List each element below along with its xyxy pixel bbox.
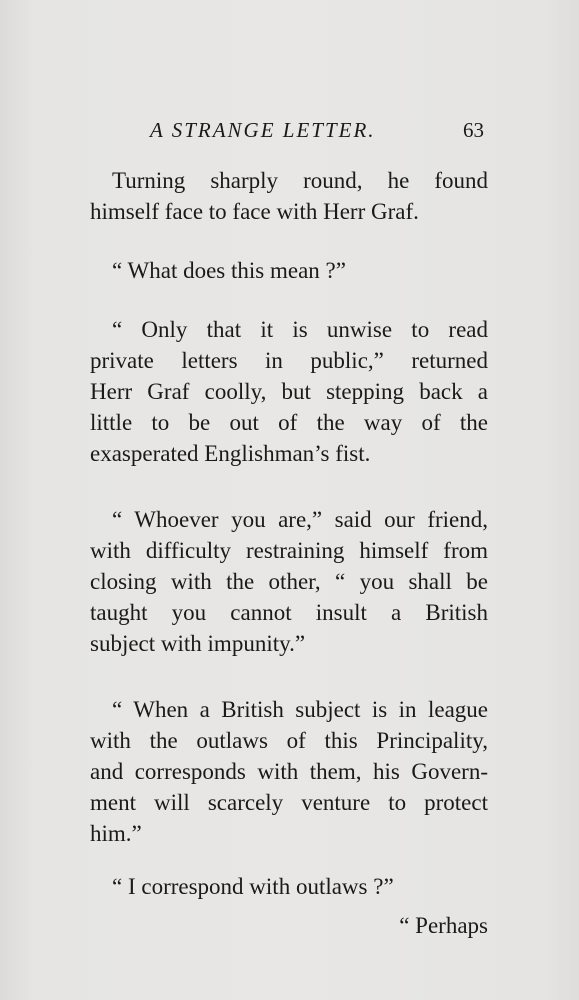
paragraph bbox=[90, 504, 488, 659]
text-line: closing with the other, “ you shall be bbox=[90, 569, 488, 594]
text-line: Herr Graf coolly, but stepping back a bbox=[90, 379, 488, 404]
running-title: A STRANGE LETTER. bbox=[150, 118, 376, 142]
text-line: private letters in public,” returned bbox=[90, 348, 488, 373]
text-line: “ What does this mean ?” bbox=[112, 258, 346, 283]
text-line: “ When a British subject is in league bbox=[112, 697, 488, 722]
text-line: Turning sharply round, he found bbox=[112, 168, 488, 193]
paragraph bbox=[90, 871, 488, 902]
text-line: subject with impunity.” bbox=[90, 631, 306, 656]
text-line: little to be out of the way of the bbox=[90, 410, 488, 435]
page-number: 63 bbox=[463, 118, 484, 142]
paragraph bbox=[90, 314, 488, 469]
text-line: him.” bbox=[90, 821, 142, 846]
text-line: ment will scarcely venture to protect bbox=[90, 790, 488, 815]
text-line: taught you cannot insult a British bbox=[90, 600, 488, 625]
text-line: with difficulty restraining himself from bbox=[90, 538, 488, 563]
catchword: “ Perhaps bbox=[399, 913, 488, 938]
text-line: “ I correspond with outlaws ?” bbox=[112, 874, 394, 899]
text-line: “ Only that it is unwise to read bbox=[112, 317, 488, 342]
text-line: himself face to face with Herr Graf. bbox=[90, 199, 419, 224]
page-header bbox=[90, 118, 488, 148]
paragraph bbox=[90, 255, 488, 286]
text-line: and corresponds with them, his Govern- bbox=[90, 759, 488, 784]
text-line: “ Whoever you are,” said our friend, bbox=[112, 507, 488, 532]
paragraph bbox=[90, 165, 488, 227]
paragraph bbox=[90, 694, 488, 849]
body-text bbox=[90, 165, 488, 941]
text-line: exasperated Englishman’s fist. bbox=[90, 441, 371, 466]
text-line: with the outlaws of this Principality, bbox=[90, 728, 488, 753]
